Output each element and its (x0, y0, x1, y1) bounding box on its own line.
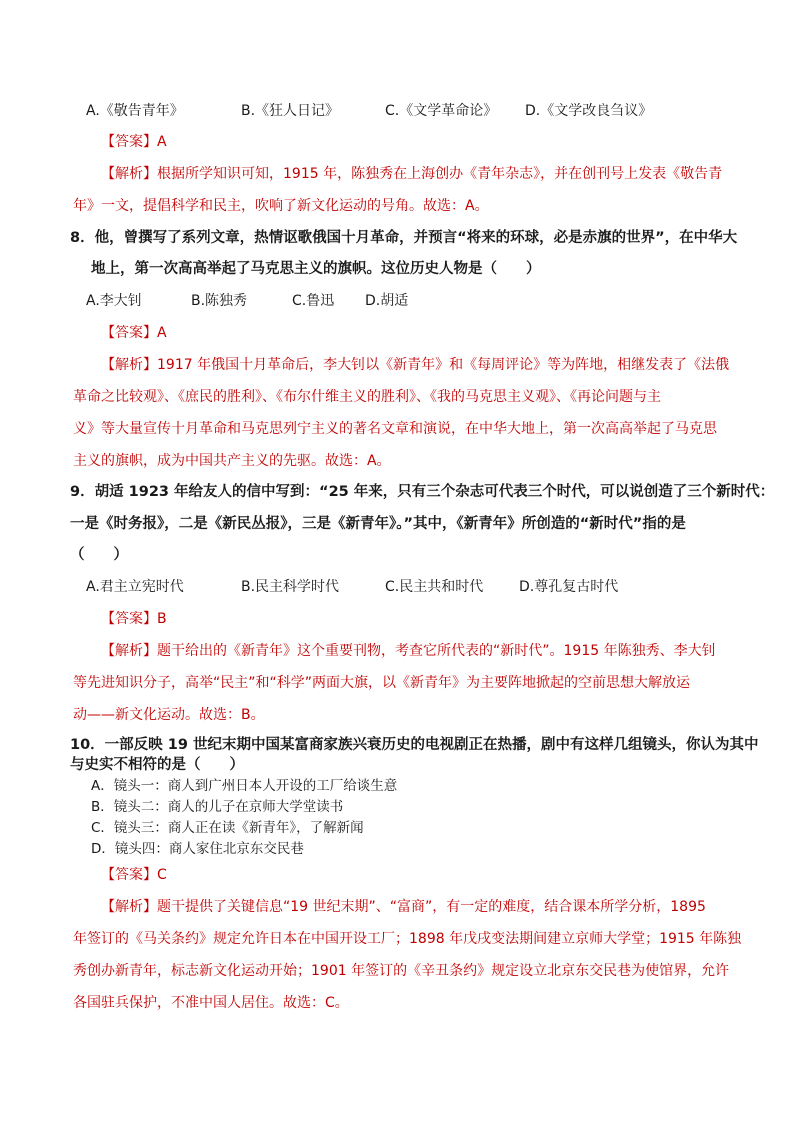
q7-option-a: A.《敬告青年》 (86, 103, 184, 119)
answer-tag: 【答案】 (101, 134, 157, 150)
q9-stem-line-2: 一是《时务报》，二是《新民丛报》，三是《新青年》。”其中，《新青年》所创造的“新时代”指的是 (70, 516, 686, 532)
answer-value: A (157, 325, 167, 341)
q10-analysis-line-4: 各国驻兵保护，不准中国人居住。故选：C。 (73, 995, 349, 1011)
q10-option-d: D．镜头四：商人家住北京东交民巷 (91, 841, 304, 857)
q8-option-a: A.李大钊 (86, 293, 142, 309)
q8-stem-line-2: 地上，第一次高高举起了马克思主义的旗帜。这位历史人物是（ ） (91, 261, 541, 277)
q7-answer (101, 131, 167, 153)
q9-analysis-line-1: 【解析】题干给出的《新青年》这个重要刊物，考查它所代表的“新时代”。1915 年陈独秀、李大钊 (101, 643, 716, 659)
analysis-tag: 【解析】 (101, 643, 157, 659)
q10-option-a: A．镜头一：商人到广州日本人开设的工厂给谈生意 (91, 778, 398, 794)
q8-analysis-line-1: 【解析】1917 年俄国十月革命后，李大钊以《新青年》和《每周评论》等为阵地，相继发表了《法俄 (101, 357, 730, 373)
q8-option-b: B.陈独秀 (191, 293, 248, 309)
q8-option-c: C.鲁迅 (292, 293, 335, 309)
q8-analysis-line-3: 义》等大量宣传十月革命和马克思列宁主义的著名文章和演说，在中华大地上，第一次高高举起了马克思 (73, 421, 717, 437)
q10-stem-line-2: 与史实不相符的是（ ） (70, 757, 244, 773)
q9-stem-line-3: （ ） (70, 547, 128, 563)
q10-answer (101, 864, 167, 886)
q7-analysis-line-1: 【解析】根据所学知识可知，1915 年，陈独秀在上海创办《青年杂志》，并在创刊号上发表《敬告青 (101, 166, 723, 182)
q10-option-c: C．镜头三：商人正在读《新青年》，了解新闻 (91, 820, 364, 836)
q8-stem-line-1: 8．他，曾撰写了系列文章，热情讴歌俄国十月革命，并预言“将来的环球，必是赤旗的世界”，在中华大 (70, 230, 738, 246)
analysis-tag: 【解析】 (101, 166, 157, 182)
q8-answer (101, 322, 167, 344)
answer-value: A (157, 134, 167, 150)
q7-option-d: D.《文学改良刍议》 (525, 103, 653, 119)
q9-option-b: B.民主科学时代 (241, 579, 340, 595)
q9-analysis-line-2: 等先进知识分子，高举“民主”和“科学”两面大旗，以《新青年》为主要阵地掀起的空前思想大解放运 (73, 675, 691, 691)
q8-option-d: D.胡适 (365, 293, 409, 309)
q9-analysis-line-3: 动——新文化运动。故选：B。 (73, 707, 265, 723)
q9-option-d: D.尊孔复古时代 (519, 579, 619, 595)
answer-value: C (157, 867, 167, 883)
q10-analysis-line-3: 秀创办新青年，标志新文化运动开始；1901 年签订的《辛丑条约》规定设立北京东交民巷为使馆界，允许 (73, 963, 730, 979)
q7-option-c: C.《文学革命论》 (385, 103, 498, 119)
q7-analysis-line-2: 年》一文，提倡科学和民主，吹响了新文化运动的号角。故选：A。 (73, 198, 489, 214)
answer-tag: 【答案】 (101, 867, 157, 883)
answer-value: B (157, 611, 167, 627)
q7-option-b: B.《狂人日记》 (241, 103, 340, 119)
q10-analysis-line-1: 【解析】题干提供了关键信息“19 世纪末期”、“富商”，有一定的难度，结合课本所学分析，1895 (101, 899, 706, 915)
q9-option-a: A.君主立宪时代 (86, 579, 184, 595)
q8-analysis-line-2: 革命之比较观》、《庶民的胜利》、《布尔什维主义的胜利》、《我的马克思主义观》、《再论问题与主 (73, 389, 661, 405)
analysis-tag: 【解析】 (101, 357, 157, 373)
q10-analysis-line-2: 年签订的《马关条约》规定允许日本在中国开设工厂；1898 年戊戌变法期间建立京师大学堂；1915 年陈独 (73, 931, 742, 947)
q9-option-c: C.民主共和时代 (385, 579, 484, 595)
q9-stem-line-1: 9．胡适 1923 年给友人的信中写到：“25 年来，只有三个杂志可代表三个时代，可以说创造了三个新时代： (70, 484, 775, 500)
answer-tag: 【答案】 (101, 611, 157, 627)
q10-stem-line-1: 10．一部反映 19 世纪末期中国某富商家族兴衰历史的电视剧正在热播，剧中有这样几组镜头，你认为其中 (70, 737, 759, 753)
q8-analysis-line-4: 主义的旗帜，成为中国共产主义的先驱。故选：A。 (73, 453, 391, 469)
q10-option-b: B．镜头二：商人的儿子在京师大学堂读书 (91, 799, 344, 815)
answer-tag: 【答案】 (101, 325, 157, 341)
q9-answer (101, 608, 167, 630)
analysis-tag: 【解析】 (101, 899, 157, 915)
